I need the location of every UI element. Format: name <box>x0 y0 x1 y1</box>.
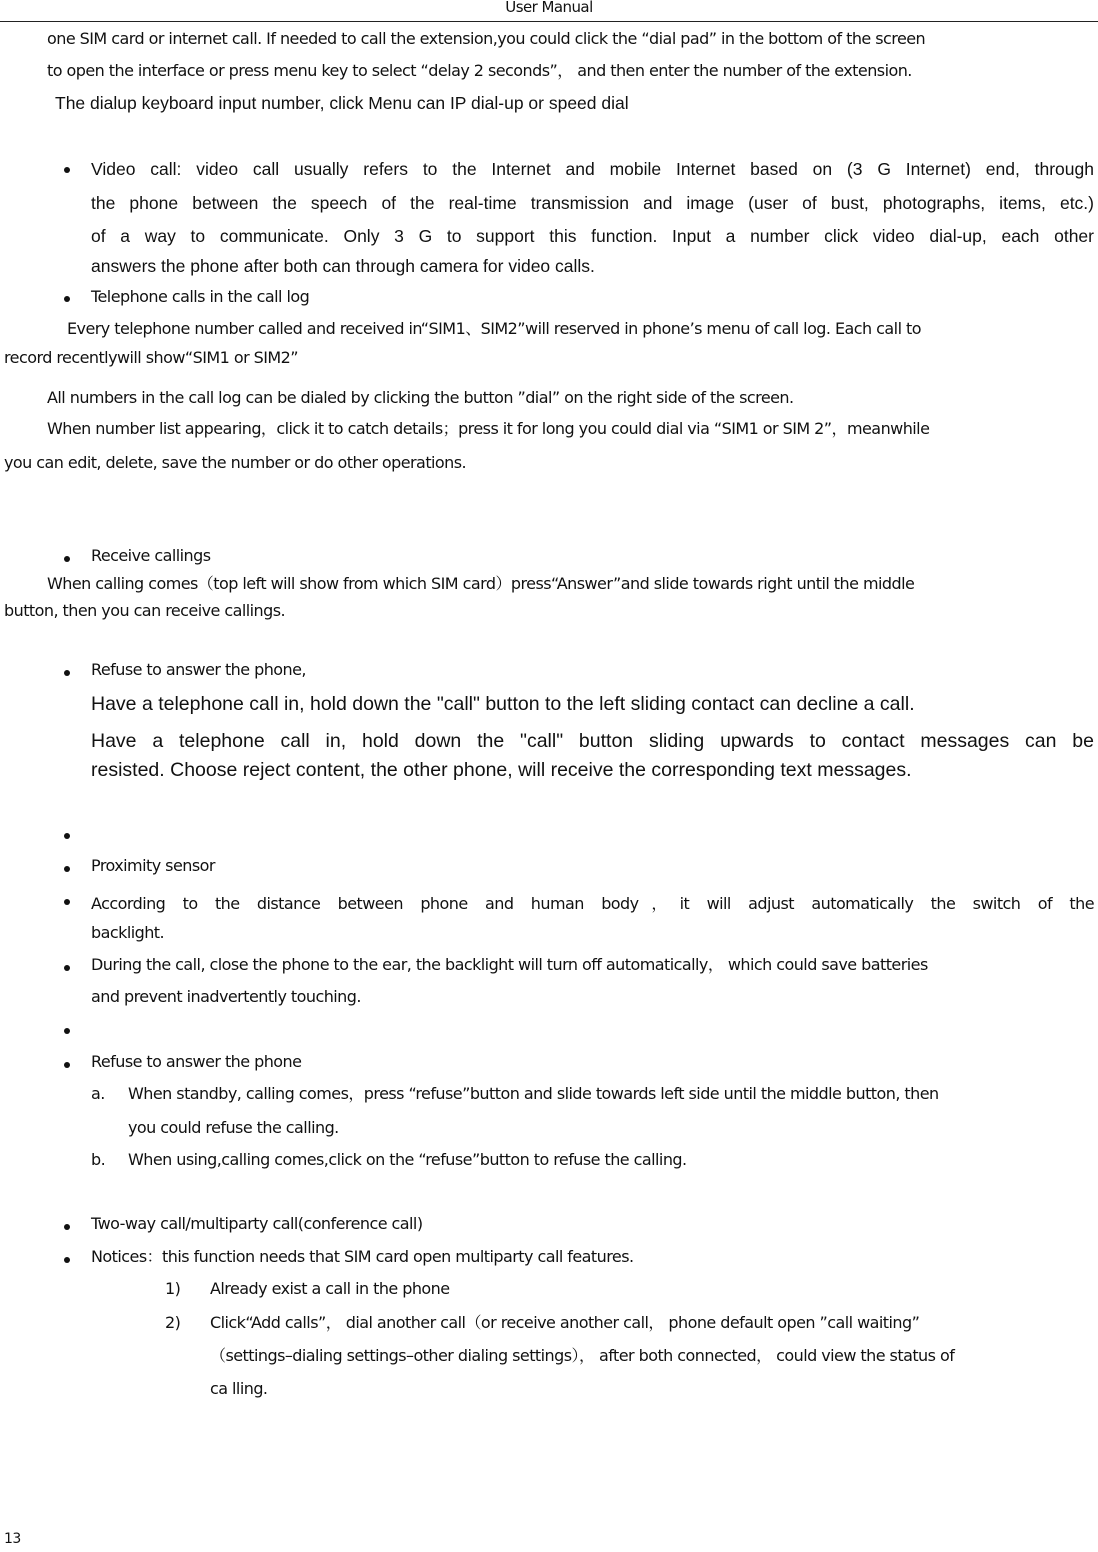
paragraph-line: When calling comes（top left will show from which SIM card）press“Answer”and slide towards right until the middle <box>47 574 915 593</box>
paragraph-line: you could refuse the calling. <box>128 1118 339 1137</box>
list-label: b. <box>91 1150 106 1169</box>
section-heading: Proximity sensor <box>91 856 215 875</box>
paragraph-line: According to the distance between phone and human body，it will adjust automatically the switch of the <box>91 894 1094 913</box>
section-heading: Refuse to answer the phone, <box>91 660 306 679</box>
paragraph-line: During the call, close the phone to the ear, the backlight will turn off automatically， which could save batteries <box>91 955 928 974</box>
video-call-line: answers the phone after both can through camera for video calls. <box>91 256 595 276</box>
paragraph-line: Notices：this function needs that SIM card open multiparty call features. <box>91 1247 634 1266</box>
paragraph-line: Every telephone number called and received in“SIM1、SIM2”will reserved in phone’s menu of call log. Each call to <box>67 319 921 338</box>
paragraph-line: and prevent inadvertently touching. <box>91 987 361 1006</box>
bullet-icon <box>64 296 70 302</box>
paragraph-line: Click“Add calls”， dial another call（or receive another call， phone default open ”call waiting” <box>210 1313 920 1332</box>
section-heading: Telephone calls in the call log <box>91 287 310 306</box>
header-divider <box>0 21 1098 22</box>
paragraph-line: backlight. <box>91 923 165 942</box>
paragraph-line: button, then you can receive callings. <box>4 601 286 620</box>
list-label: 1) <box>165 1279 181 1298</box>
bullet-icon <box>64 167 70 173</box>
paragraph-line: record recentlywill show“SIM1 or SIM2” <box>4 348 299 367</box>
bullet-icon <box>64 1257 70 1263</box>
paragraph-line: When standby, calling comes，press “refuse”button and slide towards left side until the middle button, then <box>128 1084 939 1103</box>
paragraph-line: When using,calling comes,click on the “refuse”button to refuse the calling. <box>128 1150 687 1169</box>
paragraph-line: The dialup keyboard input number, click Menu can IP dial-up or speed dial <box>55 93 629 113</box>
paragraph-line: one SIM card or internet call. If needed to call the extension,you could click the “dial pad” in the bottom of the screen <box>47 29 926 48</box>
header-title: User Manual <box>505 0 593 16</box>
paragraph-line: All numbers in the call log can be dialed by clicking the button ”dial” on the right side of the screen. <box>47 388 794 407</box>
paragraph-line: Have a telephone call in, hold down the "call" button to the left sliding contact can decline a call. <box>91 693 915 715</box>
section-heading: Receive callings <box>91 546 211 565</box>
bullet-icon <box>64 1028 70 1034</box>
bullet-icon <box>64 866 70 872</box>
list-label: a. <box>91 1084 105 1103</box>
paragraph-line: ca lling. <box>210 1379 268 1398</box>
video-call-line: the phone between the speech of the real-time transmission and image (user of bust, photographs, items, etc.) <box>91 193 1094 213</box>
bullet-icon <box>64 899 70 905</box>
page-number: 13 <box>4 1531 21 1547</box>
bullet-icon <box>64 670 70 676</box>
paragraph-line: to open the interface or press menu key to select “delay 2 seconds”， and then enter the number of the extension. <box>47 61 912 80</box>
section-heading: Refuse to answer the phone <box>91 1052 302 1071</box>
bullet-icon <box>64 965 70 971</box>
video-call-line: of a way to communicate. Only 3 G to support this function. Input a number click video dial-up, each other <box>91 226 1094 246</box>
bullet-icon <box>64 833 70 839</box>
bullet-icon <box>64 1224 70 1230</box>
section-heading: Two-way call/multiparty call(conference call) <box>91 1214 423 1233</box>
paragraph-line: Have a telephone call in, hold down the "call" button sliding upwards to contact messages can be <box>91 730 1094 752</box>
bullet-icon <box>64 556 70 562</box>
video-call-line: Video call: video call usually refers to the Internet and mobile Internet based on (3 G Internet) end, through <box>91 159 1094 179</box>
bullet-icon <box>64 1062 70 1068</box>
paragraph-line: Already exist a call in the phone <box>210 1279 450 1298</box>
paragraph-line: （settings–dialing settings–other dialing settings）， after both connected， could view the status of <box>210 1346 955 1365</box>
list-label: 2) <box>165 1313 181 1332</box>
paragraph-line: resisted. Choose reject content, the other phone, will receive the corresponding text messages. <box>91 759 912 781</box>
paragraph-line: When number list appearing，click it to catch details；press it for long you could dial via “SIM1 or SIM 2”，meanwhile <box>47 419 930 438</box>
paragraph-line: you can edit, delete, save the number or do other operations. <box>4 453 467 472</box>
